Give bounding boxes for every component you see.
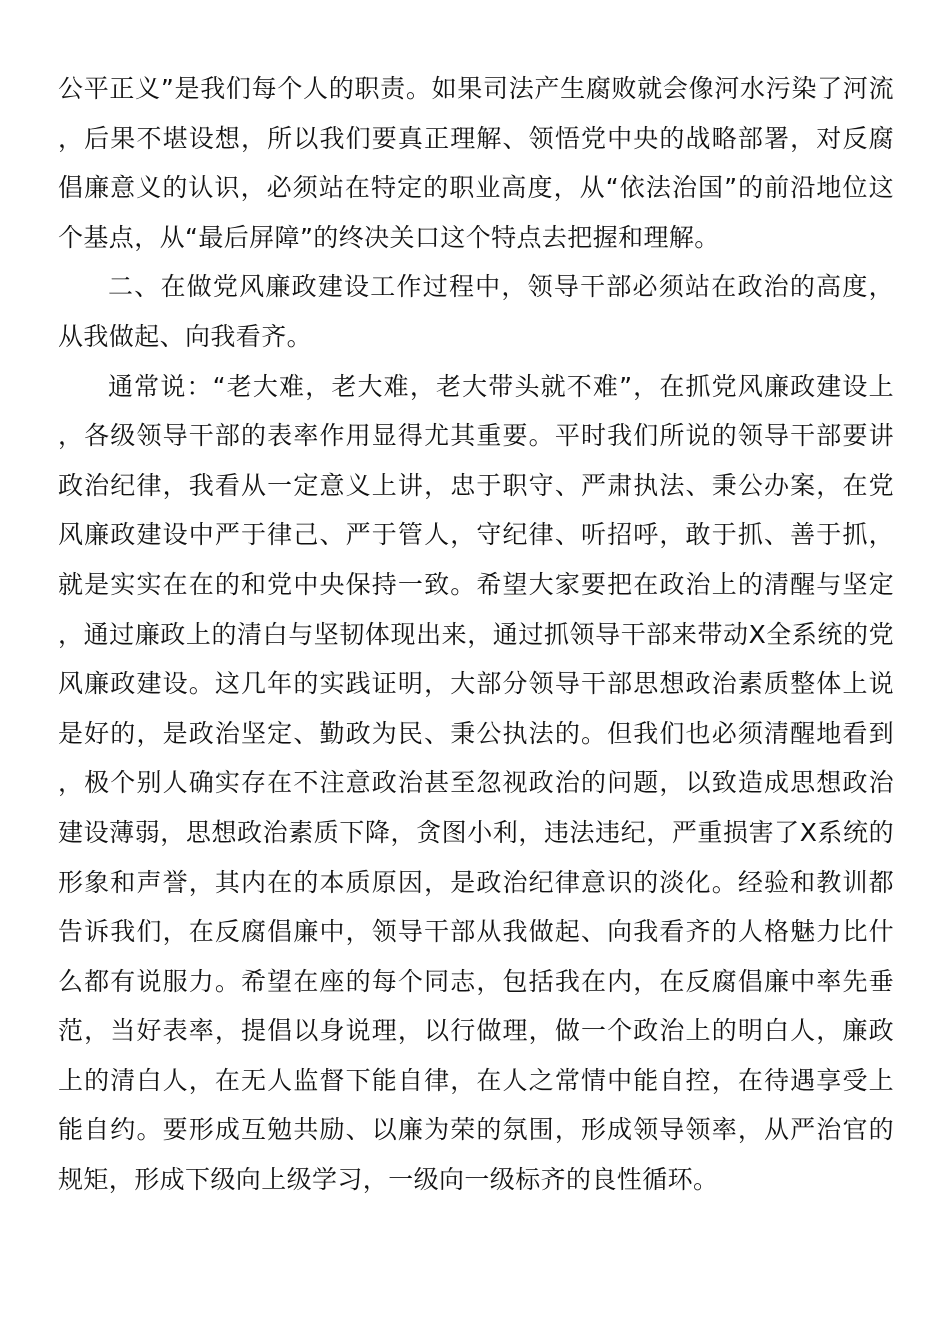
body-paragraph: 通常说：“老大难，老大难，老大带头就不难”，在抓党风廉政建设上，各级领导干部的表率作用显得尤其重要。平时我们所说的领导干部要讲政治纪律，我看从一定意义上讲，忠于职守、严肃执法、秉公办案，在党风廉政建设中严于律己、严于管人，守纪律、听招呼，敢于抓、善于抓，就是实实在在的和党中央保持一致。希望大家要把在政治上的清醒与坚定，通过廉政上的清白与坚韧体现出来，通过抓领导干部来带动X全系统的党风廉政建设。这几年的实践证明，大部分领导干部思想政治素质整体上说是好的，是政治坚定、勤政为民、秉公执法的。但我们也必须清醒地看到，极个别人确实存在不注意政治甚至忽视政治的问题，以致造成思想政治建设薄弱，思想政治素质下降，贪图小利，违法违纪，严重损害了X系统的形象和声誉，其内在的本质原因，是政治纪律意识的淡化。经验和教训都告诉我们，在反腐倡廉中，领导干部从我做起、向我看齐的人格魅力比什么都有说服力。希望在座的每个同志，包括我在内，在反腐倡廉中率先垂范，当好表率，提倡以身说理，以行做理，做一个政治上的明白人，廉政上的清白人，在无人监督下能自律，在人之常情中能自控，在待遇享受上能自约。要形成互勉共励、以廉为荣的氛围，形成领导领率，从严治官的规矩，形成下级向上级学习，一级向一级标齐的良性循环。 [58, 371, 894, 1195]
document-body [58, 64, 894, 1205]
paragraph-continuation: 公平正义”是我们每个人的职责。如果司法产生腐败就会像河水污染了河流，后果不堪设想，所以我们要真正理解、领悟党中央的战略部署，对反腐倡廉意义的认识，必须站在特定的职业高度，从“依法治国”的前沿地位这个基点，从“最后屏障”的终决关口这个特点去把握和理解。 [58, 74, 894, 252]
section-heading-paragraph: 二、在做党风廉政建设工作过程中，领导干部必须站在政治的高度，从我做起、向我看齐。 [58, 272, 894, 351]
